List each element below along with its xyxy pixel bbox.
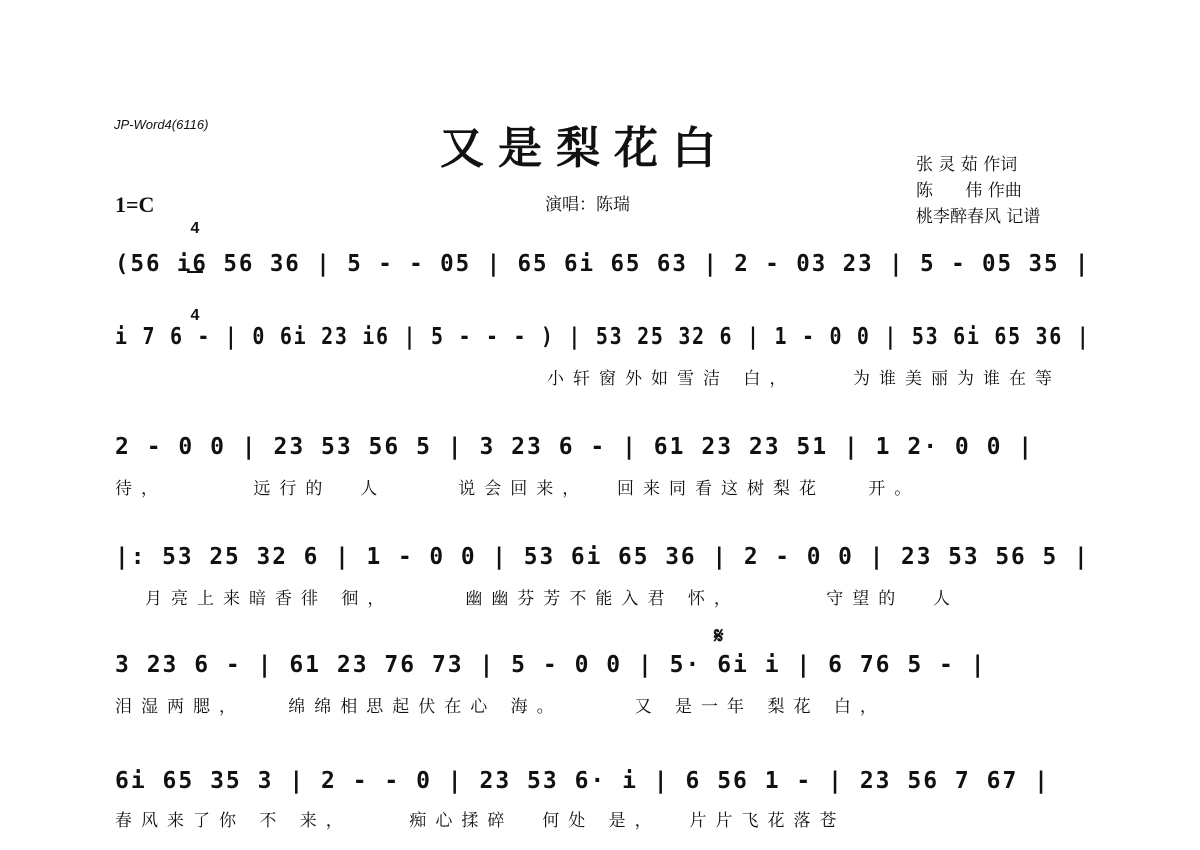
notes-line-5: 3 23 6 - | 61 23 76 73 | 5 - 0 0 | 5· 6i i | 6 76 5 - |	[115, 652, 987, 678]
notes-line-2: i 7 6 - | 0 6i 23 i6 | 5 - - - ) | 53 25 32 6 | 1 - 0 0 | 53 6i 65 36 |	[115, 324, 1091, 350]
score-line-4	[115, 542, 1090, 578]
lyrics-line-6: 春风来了你 不 来， 痴心揉碎 何处 是， 片片飞花落苍	[115, 811, 846, 831]
notes-line-4: |: 53 25 32 6 | 1 - 0 0 | 53 6i 65 36 | 2 - 0 0 | 23 53 56 5 |	[115, 544, 1090, 570]
source-label: JP-Word4(6116)	[114, 117, 209, 132]
lyrics-line-3: 待， 远行的 人 说会回来， 回来同看这树梨花 开。	[115, 479, 921, 499]
key-signature: 1=C	[115, 192, 155, 217]
lyrics-line-2: 小轩窗外如雪洁 白， 为谁美丽为谁在等	[547, 369, 1062, 389]
transcriber-credit: 桃李醉春风 记谱	[916, 207, 1041, 227]
score-line-2	[115, 322, 1090, 358]
lyrics-line-5: 泪湿两腮， 绵绵相思起伏在心 海。 又 是一年 梨花 白，	[115, 697, 886, 717]
segno-sign: 𝄋	[714, 624, 724, 649]
notes-line-3: 2 - 0 0 | 23 53 56 5 | 3 23 6 - | 61 23 23 51 | 1 2· 0 0 |	[115, 434, 1035, 460]
lyrics-line-4: 月亮上来暗香徘 徊， 幽幽芬芳不能入君 怀， 守望的 人	[145, 589, 960, 609]
notes-line-6: 6i 65 35 3 | 2 - - 0 | 23 53 6· i | 6 56 1 - | 23 56 7 67 |	[115, 768, 1050, 794]
lyricist-credit: 张 灵 茹 作词	[916, 155, 1018, 175]
singer-credit: 演唱：陈瑞	[545, 195, 630, 215]
notes-line-1: (56 i6 56 36 | 5 - - 05 | 65 6i 65 63 | 2 - 03 23 | 5 - 05 35 |	[115, 251, 1091, 277]
score-line-1	[115, 249, 1090, 285]
song-title: 又是梨花白	[440, 123, 730, 174]
time-signature-top: 4	[190, 220, 200, 237]
time-signature-bottom: 4	[190, 307, 200, 324]
composer-credit: 陈 伟 作曲	[916, 181, 1022, 201]
score-line-3	[115, 432, 1090, 468]
score-line-5	[115, 650, 1090, 686]
score-line-6	[115, 766, 1090, 802]
